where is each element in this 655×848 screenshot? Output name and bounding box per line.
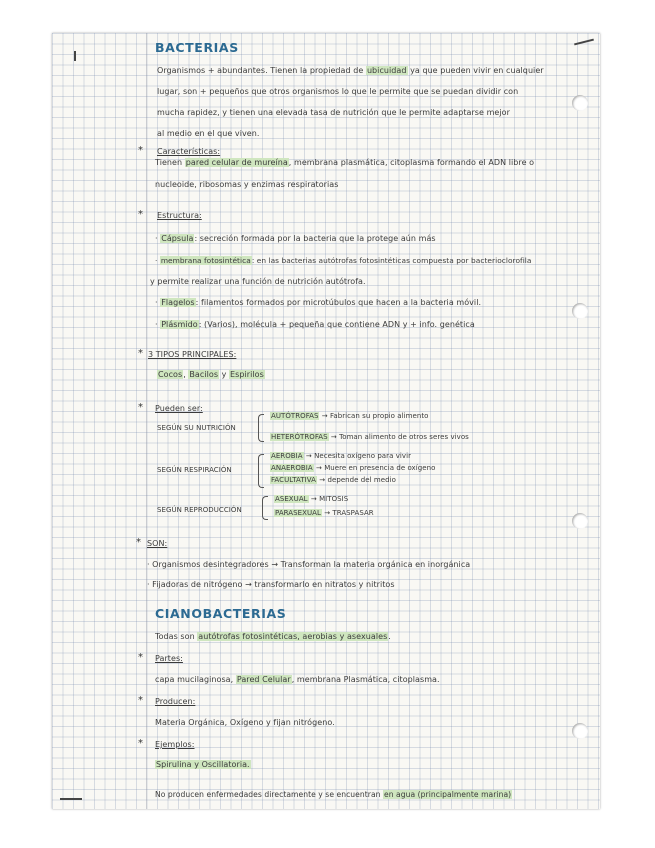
binder-hole-3 (572, 513, 588, 529)
ejemplos-line: Spirulina y Oscillatoria. (156, 760, 250, 769)
brace-reproduccion (262, 496, 268, 520)
estructura-item-membrana-cont: y permite realizar una función de nutrición autótrofa. (150, 277, 366, 286)
pen-mark-left (74, 51, 76, 61)
estructura-item-plasmido: · Plásmido: (Varios), molécula + pequeña que contiene ADN y + info. genética (155, 320, 475, 329)
intro-line-1: Organismos + abundantes. Tienen la propiedad de ubicuidad ya que pueden vivir en cualquier (157, 66, 544, 75)
grupo-reproduccion-label: SEGÚN REPRODUCCIÓN (157, 506, 242, 514)
caracteristicas-line-2: nucleoide, ribosomas y enzimas respiratorias (155, 180, 339, 189)
caracteristicas-line-1: Tienen pared celular de mureína, membrana plasmática, citoplasma formando el ADN libre o (155, 158, 535, 167)
pen-mark-bottom (60, 798, 82, 800)
notebook-page (52, 33, 600, 809)
binder-hole-4 (572, 723, 588, 739)
star-bullet: * (138, 402, 143, 413)
intro-line-2: lugar, son + pequeños que otros organismos lo que le permite que se puedan dividir con (157, 87, 519, 96)
opcion-anaerobia: ANAEROBIA → Muere en presencia de oxígeno (271, 464, 436, 472)
star-bullet: * (138, 695, 143, 706)
star-bullet: * (138, 209, 143, 220)
partes-line: capa mucilaginosa, Pared Celular, membrana Plasmática, citoplasma. (155, 675, 440, 684)
estructura-item-membrana: · membrana fotosintética: en las bacterias autótrofas fotosintéticas compuesta por bacterioclorofila (155, 256, 532, 265)
star-bullet: * (138, 738, 143, 749)
margin-line (146, 33, 147, 809)
opcion-parasexual: PARASEXUAL → TRASPASAR (275, 509, 374, 517)
tipos-list: Cocos, Bacilos y Espirilos (158, 370, 264, 379)
opcion-autotrofas: AUTÓTROFAS → Fabrican su propio alimento (271, 412, 429, 420)
grupo-respiracion-label: SEGÚN RESPIRACIÓN (157, 466, 232, 474)
producen-line: Materia Orgánica, Oxígeno y fijan nitrógeno. (155, 718, 335, 727)
star-bullet: * (136, 537, 141, 548)
star-bullet: * (138, 145, 143, 156)
son-heading: SON: (147, 539, 168, 548)
partes-heading: Partes: (155, 654, 183, 663)
binder-hole-2 (572, 303, 588, 319)
ejemplos-heading: Ejemplos: (155, 740, 195, 749)
binder-hole-1 (572, 95, 588, 111)
opcion-heterotrofas: HETERÓTROFAS → Toman alimento de otros seres vivos (271, 433, 469, 441)
son-item-1: · Organismos desintegradores → Transforman la materia orgánica en inorgánica (147, 560, 471, 569)
opcion-facultativa: FACULTATIVA → depende del medio (271, 476, 396, 484)
star-bullet: * (138, 652, 143, 663)
cianobacterias-final: No producen enfermedades directamente y se encuentran en agua (principalmente marina) (155, 790, 512, 799)
intro-line-3: mucha rapidez, y tienen una elevada tasa de nutrición que le permite adaptarse mejor (157, 108, 510, 117)
intro-line-4: al medio en el que viven. (157, 129, 260, 138)
opcion-asexual: ASEXUAL → MITOSIS (275, 495, 349, 503)
estructura-item-flagelos: · Flagelos: filamentos formados por microtúbulos que hacen a la bacteria móvil. (155, 298, 482, 307)
estructura-heading: Estructura: (157, 211, 202, 220)
caracteristicas-heading: Características: (157, 147, 221, 156)
pen-mark-top (574, 39, 594, 46)
brace-respiracion (258, 454, 264, 488)
cianobacterias-title: CIANOBACTERIAS (155, 606, 287, 621)
cianobacterias-intro: Todas son autótrofas fotosintéticas, aerobias y asexuales. (155, 632, 391, 641)
estructura-item-capsula: · Cápsula: secreción formada por la bacteria que la protege aún más (155, 234, 436, 243)
grupo-nutricion-label: SEGÚN SU NUTRICIÓN (157, 424, 236, 432)
opcion-aerobia: AEROBIA → Necesita oxígeno para vivir (271, 452, 411, 460)
star-bullet: * (138, 348, 143, 359)
tipos-heading: 3 TIPOS PRINCIPALES: (148, 350, 237, 359)
son-item-2: · Fijadoras de nitrógeno → transformarlo en nitratos y nitritos (147, 580, 395, 589)
brace-nutricion (258, 414, 264, 442)
bacterias-title: BACTERIAS (155, 40, 239, 55)
producen-heading: Producen: (155, 697, 196, 706)
pueden-ser-heading: Pueden ser: (155, 404, 203, 413)
